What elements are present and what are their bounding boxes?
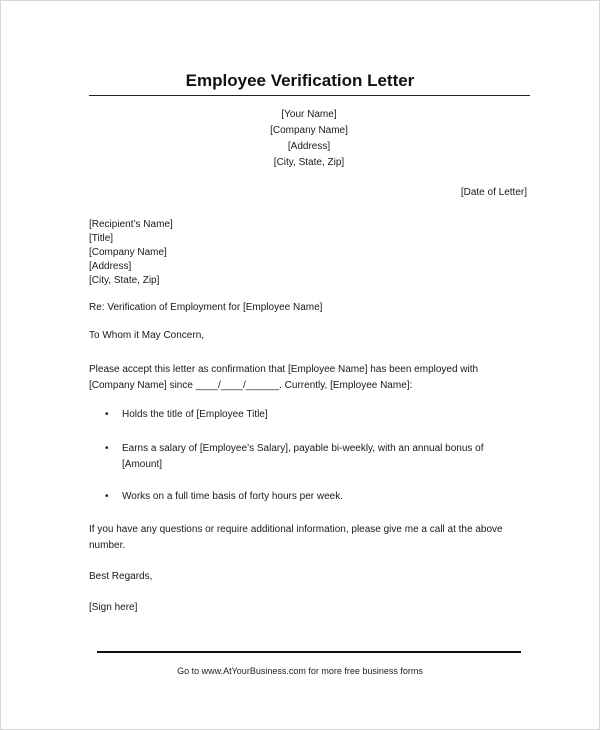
footer-divider [97, 651, 521, 653]
bullet-icon: • [105, 443, 109, 454]
title-underline [89, 95, 530, 96]
body-paragraph-confirmation: Please accept this letter as confirmation that [Employee Name] has been employed with [Company Name] since ____/____/______. Currently, [Employee Name]: [89, 364, 479, 391]
sender-name: [Your Name] [281, 109, 337, 120]
salutation: To Whom it May Concern, [89, 330, 205, 341]
letter-date: [Date of Letter] [460, 187, 527, 198]
sender-city-state-zip: [City, State, Zip] [273, 157, 345, 168]
bullet-text: Works on a full time basis of forty hours per week. [122, 491, 344, 502]
recipient-block [89, 218, 173, 288]
recipient-address: [Address] [89, 261, 132, 272]
re-line: Re: Verification of Employment for [Employee Name] [89, 302, 323, 313]
signature-placeholder: [Sign here] [89, 602, 138, 613]
recipient-company: [Company Name] [89, 247, 167, 258]
body-paragraph-contact: If you have any questions or require additional information, please give me a call at the above number. [89, 524, 503, 551]
bullet-text: Earns a salary of [Employee’s Salary], payable bi-weekly, with an annual bonus of [Amount] [122, 443, 484, 470]
bullet-icon: • [105, 409, 109, 420]
sender-company: [Company Name] [270, 125, 348, 136]
footer-note: Go to www.AtYourBusiness.com for more free business forms [177, 666, 423, 676]
bullet-icon: • [105, 491, 109, 502]
sender-block [1, 107, 599, 171]
recipient-title: [Title] [89, 233, 114, 244]
bullet-text: Holds the title of [Employee Title] [122, 409, 268, 420]
sender-address: [Address] [287, 141, 331, 152]
recipient-city-state-zip: [City, State, Zip] [89, 275, 160, 286]
closing: Best Regards, [89, 571, 153, 582]
document-title: Employee Verification Letter [185, 71, 415, 90]
recipient-name: [Recipient’s Name] [89, 219, 173, 230]
